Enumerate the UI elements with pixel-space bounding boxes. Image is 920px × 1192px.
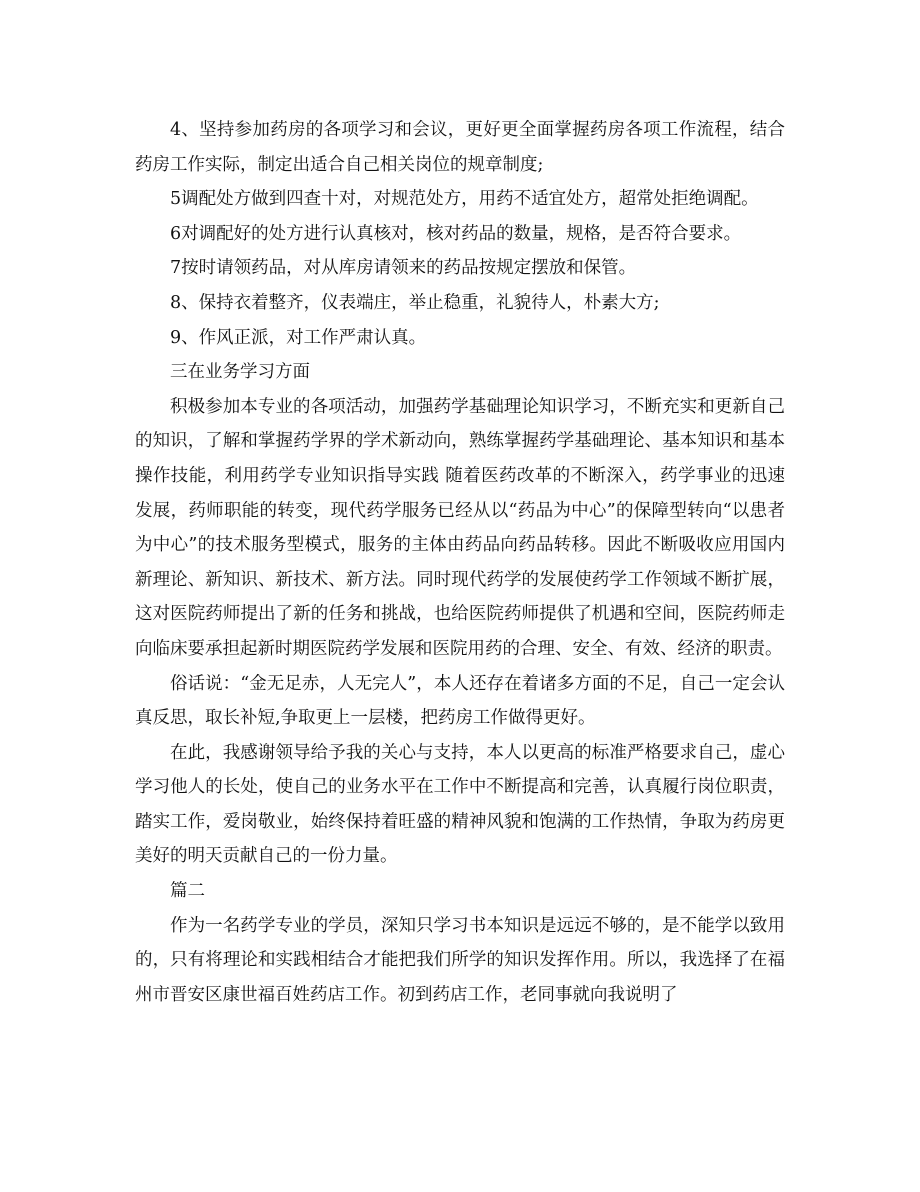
body-paragraph: 在此，我感谢领导给予我的关心与支持，本人以更高的标准严格要求自己，虚心学习他人的长处，使自己的业务水平在工作中不断提高和完善，认真履行岗位职责，踏实工作，爱岗敬业，始终保持着旺盛的精神风貌和饱满的工作热情，争取为药房更美好的明天贡献自己的一份力量。 <box>135 742 785 867</box>
paragraph-item-9: 9、作风正派，对工作严肃认真。 <box>170 327 427 348</box>
chapter-heading: 篇二 <box>170 881 205 902</box>
body-paragraph: 作为一名药学专业的学员，深知只学习书本知识是远远不够的，是不能学以致用的，只有将理论和实践相结合才能把我们所学的知识发挥作用。所以，我选择了在福州市晋安区康世福百姓药店工作。初到药店工作，老同事就向我说明了 <box>135 915 785 1005</box>
paragraph-item-5: 5调配处方做到四查十对，对规范处方，用药不适宜处方，超常处拒绝调配。 <box>170 189 759 210</box>
section-heading: 三在业务学习方面 <box>170 362 310 383</box>
document-body <box>135 113 785 1012</box>
paragraph-item-4: 4、坚持参加药房的各项学习和会议，更好更全面掌握药房各项工作流程，结合药房工作实际，制定出适合自己相关岗位的规章制度; <box>135 120 785 175</box>
paragraph-item-7: 7按时请领药品，对从库房请领来的药品按规定摆放和保管。 <box>170 258 637 279</box>
paragraph-item-6: 6对调配好的处方进行认真核对，核对药品的数量，规格，是否符合要求。 <box>170 223 742 244</box>
body-paragraph: 积极参加本专业的各项活动，加强药学基础理论知识学习，不断充实和更新自己的知识，了解和掌握药学界的学术新动向，熟练掌握药学基础理论、基本知识和基本操作技能，利用药学专业知识指导实践 随着医药改革的不断深入，药学事业的迅速发展，药师职能的转变，现代药学服务已经从以“药品为中心”的保障型转向“以患者为中心”的技术服务型模式，服务的主体由药品向药品转移。因此不断吸收应用国内新理论、新知识、新技术、新方法。同时现代药学的发展使药学工作领域不断扩展，这对医院药师提出了新的任务和挑战，也给医院药师提供了机遇和空间，医院药师走向临床要承担起新时期医院药学发展和医院用药的合理、安全、有效、经济的职责。 <box>135 396 785 659</box>
paragraph-item-8: 8、保持衣着整齐，仪表端庄，举止稳重，礼貌待人，朴素大方; <box>170 292 660 313</box>
body-paragraph: 俗话说：“金无足赤，人无完人”，本人还存在着诸多方面的不足，自己一定会认真反思，取长补短,争取更上一层楼，把药房工作做得更好。 <box>135 673 785 729</box>
